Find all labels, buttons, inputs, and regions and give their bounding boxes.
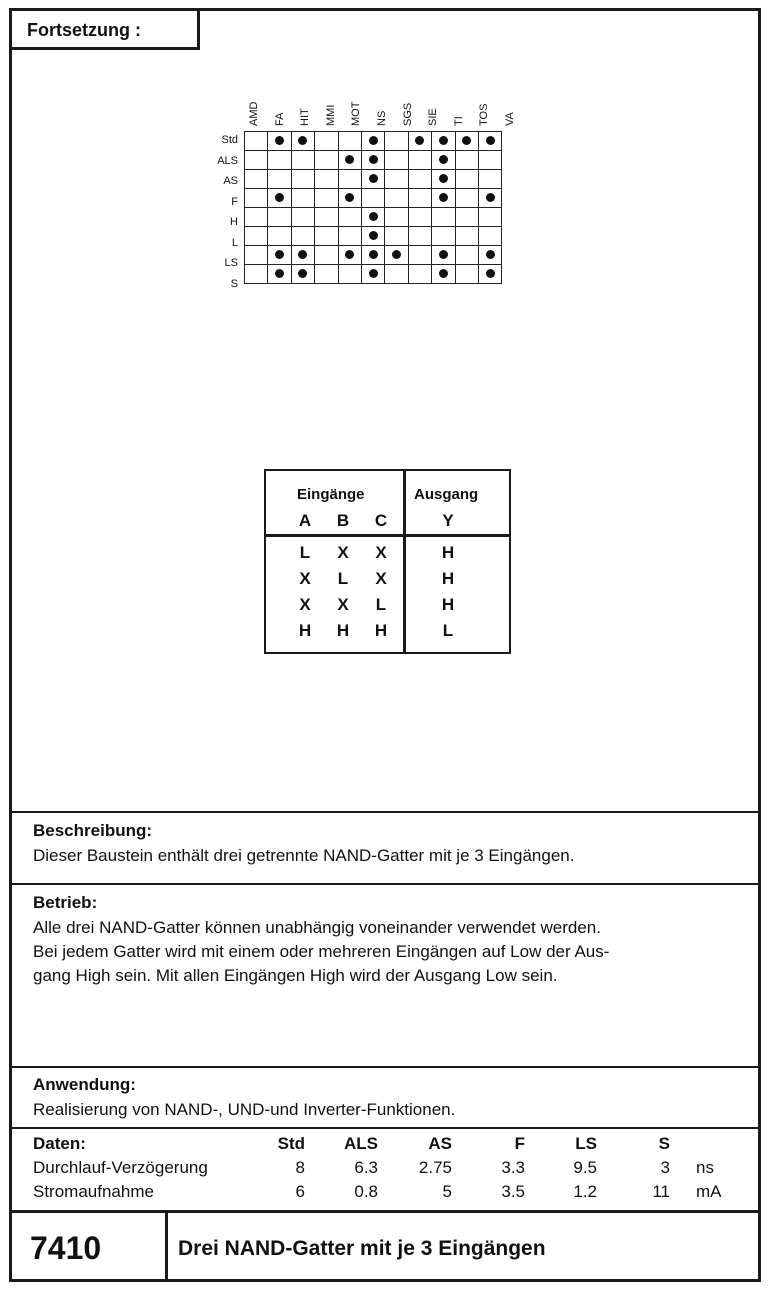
anwendung-title: Anwendung: <box>33 1075 136 1094</box>
truth-cell: H <box>374 621 388 640</box>
matrix-cell <box>338 208 361 227</box>
dot-mark <box>275 193 284 202</box>
matrix-row <box>245 170 502 189</box>
matrix-cell <box>385 265 408 284</box>
matrix-cell <box>315 132 338 151</box>
matrix-cell <box>268 265 291 284</box>
dot-mark <box>298 269 307 278</box>
matrix-cell <box>478 265 501 284</box>
matrix-cell <box>408 246 431 265</box>
matrix-cell <box>432 265 455 284</box>
matrix-row <box>245 132 502 151</box>
truth-cell: H <box>336 621 350 640</box>
matrix-row <box>245 151 502 170</box>
matrix-cell <box>385 132 408 151</box>
matrix-cell <box>432 189 455 208</box>
family-label: Std <box>221 134 238 146</box>
matrix-cell <box>268 189 291 208</box>
header-label: Fortsetzung : <box>27 20 141 40</box>
dot-mark <box>486 269 495 278</box>
matrix-cell <box>385 227 408 246</box>
daten-value: 9.5 <box>573 1158 597 1177</box>
dot-mark <box>392 250 401 259</box>
matrix-cell <box>338 246 361 265</box>
matrix-cell <box>338 265 361 284</box>
inputs-title: Eingänge <box>297 486 365 503</box>
matrix-cell <box>432 246 455 265</box>
dot-mark <box>439 136 448 145</box>
manufacturer-label: SGS <box>401 102 414 126</box>
dot-mark <box>486 193 495 202</box>
matrix-cell <box>315 227 338 246</box>
col-y: Y <box>442 511 454 530</box>
family-label: L <box>231 236 238 249</box>
daten-value: 6 <box>295 1182 305 1201</box>
dot-mark <box>439 174 448 183</box>
dot-mark <box>369 269 378 278</box>
matrix-cell <box>245 189 268 208</box>
matrix-cell <box>338 189 361 208</box>
matrix-cell <box>408 189 431 208</box>
dot-mark <box>345 250 354 259</box>
betrieb-line-3: gang High sein. Mit allen Eingängen High wird der Ausgang Low sein. <box>33 966 558 985</box>
dot-mark <box>345 193 354 202</box>
matrix-cell <box>245 246 268 265</box>
betrieb-text <box>33 916 748 988</box>
manufacturer-matrix <box>244 131 502 284</box>
truth-table <box>264 469 511 654</box>
output-title: Ausgang <box>414 486 479 503</box>
daten-value: 0.8 <box>354 1182 378 1201</box>
daten-value: 2.75 <box>418 1158 452 1177</box>
truth-cell: X <box>299 569 311 588</box>
dot-mark <box>486 250 495 259</box>
daten-value: 3.3 <box>501 1158 525 1177</box>
part-number: 7410 <box>30 1230 102 1266</box>
matrix-cell <box>408 208 431 227</box>
matrix-cell <box>361 132 384 151</box>
matrix-cell <box>455 265 478 284</box>
daten-col-header: LS <box>575 1134 597 1153</box>
matrix-cell <box>268 170 291 189</box>
matrix-cell <box>432 170 455 189</box>
daten-row-label: Durchlauf-Verzögerung <box>33 1158 208 1177</box>
matrix-cell <box>478 189 501 208</box>
matrix-cell <box>408 265 431 284</box>
anwendung-text: Realisierung von NAND-, UND-und Inverter-Funktionen. <box>33 1100 456 1119</box>
beschreibung-title: Beschreibung: <box>33 821 153 840</box>
dot-mark <box>439 155 448 164</box>
matrix-cell <box>455 151 478 170</box>
truth-cell: X <box>337 595 349 614</box>
truth-cell: H <box>441 569 455 588</box>
matrix-cell <box>291 246 314 265</box>
matrix-cell <box>361 170 384 189</box>
col-c: C <box>374 511 388 530</box>
matrix-cell <box>361 227 384 246</box>
matrix-cell <box>455 189 478 208</box>
beschreibung-text: Dieser Baustein enthält drei getrennte NAND-Gatter mit je 3 Eingängen. <box>33 846 575 865</box>
col-b: B <box>336 511 350 530</box>
dot-mark <box>369 231 378 240</box>
daten-title: Daten: <box>33 1134 86 1153</box>
matrix-cell <box>455 227 478 246</box>
matrix-cell <box>338 227 361 246</box>
manufacturer-label: AMD <box>248 101 260 126</box>
matrix-cell <box>455 170 478 189</box>
matrix-cell <box>291 132 314 151</box>
matrix-cell <box>315 246 338 265</box>
family-label: ALS <box>217 154 238 167</box>
matrix-cell <box>478 246 501 265</box>
dot-mark <box>298 136 307 145</box>
matrix-cell <box>315 170 338 189</box>
truth-cell: H <box>298 621 312 640</box>
truth-cell: X <box>299 595 311 614</box>
col-a: A <box>298 511 312 530</box>
matrix-row <box>245 246 502 265</box>
daten-value: 3.5 <box>501 1182 525 1201</box>
matrix-cell <box>315 151 338 170</box>
daten-value: 11 <box>652 1182 670 1201</box>
matrix-cell <box>268 151 291 170</box>
matrix-cell <box>361 246 384 265</box>
matrix-cell <box>361 151 384 170</box>
dot-mark <box>369 155 378 164</box>
matrix-cell <box>385 170 408 189</box>
family-label: F <box>231 195 238 208</box>
dot-mark <box>369 212 378 221</box>
matrix-row <box>245 208 502 227</box>
daten-col-header: S <box>658 1134 670 1153</box>
family-label: S <box>230 277 238 290</box>
manufacturer-label: NS <box>376 110 388 126</box>
daten-unit: ns <box>696 1158 714 1177</box>
dot-mark <box>275 136 284 145</box>
manufacturer-label: SIE <box>427 108 440 126</box>
matrix-cell <box>291 170 314 189</box>
matrix-cell <box>291 227 314 246</box>
matrix-cell <box>338 132 361 151</box>
dot-mark <box>369 250 378 259</box>
dot-mark <box>415 136 424 145</box>
family-label: AS <box>223 175 238 187</box>
dot-mark <box>345 155 354 164</box>
betrieb-line-1: Alle drei NAND-Gatter können unabhängig voneinander verwendet werden. <box>33 918 601 937</box>
matrix-cell <box>361 208 384 227</box>
truth-cell: X <box>375 569 387 588</box>
daten-col-header: F <box>514 1134 525 1153</box>
matrix-cell <box>385 151 408 170</box>
truth-cell: H <box>441 595 455 614</box>
matrix-cell <box>291 265 314 284</box>
dot-mark <box>439 269 448 278</box>
dot-mark <box>486 136 495 145</box>
matrix-cell <box>385 246 408 265</box>
matrix-cell <box>432 151 455 170</box>
matrix-cell <box>315 189 338 208</box>
matrix-cell <box>245 265 268 284</box>
matrix-cell <box>338 170 361 189</box>
matrix-cell <box>455 246 478 265</box>
matrix-cell <box>245 170 268 189</box>
manufacturer-label: MOT <box>350 101 363 126</box>
matrix-cell <box>245 151 268 170</box>
matrix-cell <box>455 208 478 227</box>
matrix-cell <box>455 132 478 151</box>
dot-mark <box>439 193 448 202</box>
matrix-cell <box>432 208 455 227</box>
matrix-row <box>245 265 502 284</box>
manufacturer-label: TOS <box>478 103 491 126</box>
matrix-cell <box>408 151 431 170</box>
daten-value: 5 <box>442 1182 452 1201</box>
matrix-cell <box>245 208 268 227</box>
daten-unit: mA <box>696 1182 722 1201</box>
truth-cell: L <box>442 621 454 640</box>
matrix-cell <box>268 227 291 246</box>
matrix-cell <box>478 208 501 227</box>
dot-mark <box>298 250 307 259</box>
dot-mark <box>462 136 471 145</box>
matrix-cell <box>315 208 338 227</box>
daten-value: 3 <box>660 1158 670 1177</box>
family-label: H <box>230 216 238 228</box>
daten-col-header: Std <box>277 1134 305 1153</box>
manufacturer-label: HIT <box>299 108 312 126</box>
matrix-cell <box>291 189 314 208</box>
matrix-cell <box>291 151 314 170</box>
daten-value: 8 <box>295 1158 305 1177</box>
matrix-cell <box>408 132 431 151</box>
daten-row-label: Stromaufnahme <box>33 1182 154 1201</box>
truth-cell: X <box>337 543 349 562</box>
betrieb-title: Betrieb: <box>33 893 98 912</box>
truth-cell: L <box>299 543 311 562</box>
matrix-cell <box>385 189 408 208</box>
dot-mark <box>275 250 284 259</box>
matrix-cell <box>315 265 338 284</box>
matrix-cell <box>268 246 291 265</box>
truth-cell: L <box>337 569 349 588</box>
manufacturer-label: MMI <box>324 104 337 126</box>
matrix-cell <box>408 227 431 246</box>
dot-mark <box>369 136 378 145</box>
part-title: Drei NAND-Gatter mit je 3 Eingängen <box>178 1237 546 1260</box>
manufacturer-label: FA <box>273 112 286 126</box>
matrix-row <box>245 189 502 208</box>
matrix-cell <box>338 151 361 170</box>
truth-cell: L <box>375 595 387 614</box>
daten-col-header: AS <box>428 1134 452 1153</box>
betrieb-line-2: Bei jedem Gatter wird mit einem oder mehreren Eingängen auf Low der Aus- <box>33 942 610 961</box>
matrix-cell <box>268 132 291 151</box>
matrix-cell <box>291 208 314 227</box>
manufacturer-label: VA <box>504 112 516 126</box>
matrix-cell <box>432 227 455 246</box>
dot-mark <box>369 174 378 183</box>
daten-value: 1.2 <box>573 1182 597 1201</box>
matrix-cell <box>478 227 501 246</box>
matrix-cell <box>385 208 408 227</box>
matrix-cell <box>361 265 384 284</box>
matrix-cell <box>268 208 291 227</box>
matrix-cell <box>361 189 384 208</box>
truth-cell: H <box>441 543 455 562</box>
truth-cell: X <box>375 543 387 562</box>
manufacturer-label: TI <box>452 116 465 126</box>
matrix-cell <box>245 227 268 246</box>
matrix-cell <box>245 132 268 151</box>
matrix-cell <box>432 132 455 151</box>
family-label: LS <box>224 257 238 269</box>
matrix-cell <box>478 170 501 189</box>
matrix-cell <box>478 151 501 170</box>
matrix-row <box>245 227 502 246</box>
dot-mark <box>275 269 284 278</box>
dot-mark <box>439 250 448 259</box>
daten-value: 6.3 <box>354 1158 378 1177</box>
daten-col-header: ALS <box>344 1134 378 1153</box>
matrix-cell <box>478 132 501 151</box>
matrix-cell <box>408 170 431 189</box>
